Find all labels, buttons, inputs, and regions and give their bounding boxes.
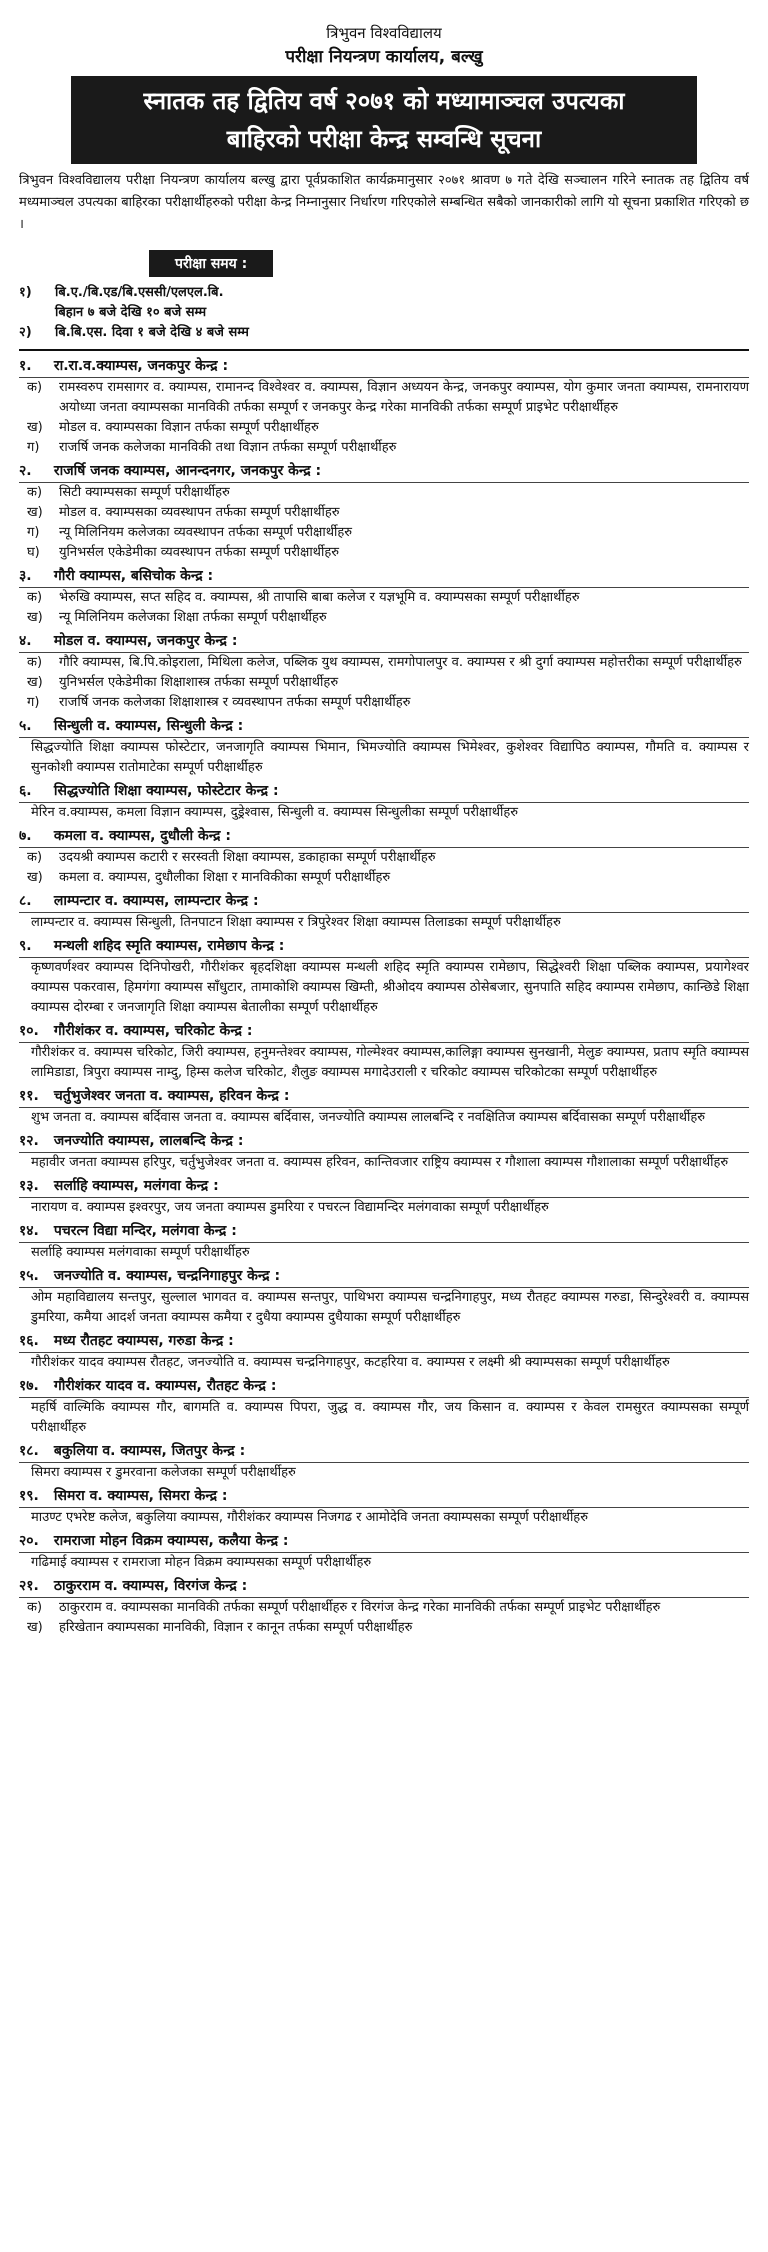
time-row [19,283,749,323]
item-label: ख) [27,870,43,885]
section-item [19,868,749,888]
section-item [19,673,749,693]
section-title-text: गौरी क्याम्पस, बसिचोक केन्द्र : [53,568,214,584]
item-label: ख) [27,610,43,625]
intro-paragraph: त्रिभुवन विश्वविद्यालय परीक्षा नियन्त्रण कार्यालय बल्खु द्वारा पूर्वप्रकाशित कार्यक्रमानुसार २०७१ श्रावण ७ गते देखि सञ्चालन गरिने स्नातक तह द्वितिय वर्ष मध्यमाञ्चल उपत्यका बाहिरका परीक्षार्थीहरुको परीक्षा केन्द्र निम्नानुसार निर्धारण गरिएकोले सम्बन्धित सबैको जानकारीको लागि यो सूचना प्रकाशित गरिएको छ । [19,173,749,232]
section-item [19,503,749,523]
exam-center-section [19,1575,749,1638]
section-title [19,460,749,483]
section-number: १९. [19,1488,39,1504]
section-number: २०. [19,1533,39,1549]
section-title-text: जनज्योति क्याम्पस, लालबन्दि केन्द्र : [53,1133,244,1149]
office-name: परीक्षा नियन्त्रण कार्यालय, बल्खु [285,47,483,67]
section-title [19,1530,749,1553]
time-row [19,323,749,343]
section-title-text: जनज्योति व. क्याम्पस, चन्द्रनिगाहपुर केन्द्र : [53,1268,281,1284]
time-row-line: बि.बि.एस. दिवा १ बजे देखि ४ बजे सम्म [55,325,249,340]
section-title-text: गौरीशंकर यादव व. क्याम्पस, रौतहट केन्द्र : [53,1378,277,1394]
section-title [19,1020,749,1043]
section-item [19,378,749,418]
exam-center-section [19,1265,749,1328]
exam-center-section [19,1085,749,1128]
section-number: २. [19,463,32,479]
exam-center-section [19,355,749,458]
section-item [19,1618,749,1638]
exam-center-section [19,1130,749,1173]
section-item [19,523,749,543]
section-title-text: पचरत्न विद्या मन्दिर, मलंगवा केन्द्र : [53,1223,237,1239]
notice-page [19,0,749,1638]
section-title [19,825,749,848]
university-name: त्रिभुवन विश्वविद्यालय [326,24,442,42]
item-text: हरिखेतान क्याम्पसका मानविकी, विज्ञान र कानून तर्फका सम्पूर्ण परीक्षार्थीहरु [59,1620,413,1635]
section-number: ९. [19,938,32,954]
section-number: ५. [19,718,32,734]
item-text: युनिभर्सल एकेडेमीका शिक्षाशास्त्र तर्फका सम्पूर्ण परीक्षार्थीहरु [59,675,339,690]
section-title [19,1085,749,1108]
section-paragraph: सिमरा क्याम्पस र डुमरवाना कलेजका सम्पूर्ण परीक्षार्थीहरु [31,1465,296,1480]
section-title [19,1330,749,1353]
section-title-text: ठाकुरराम व. क्याम्पस, विरगंज केन्द्र : [53,1578,248,1594]
section-title-text: सिन्धुली व. क्याम्पस, सिन्धुली केन्द्र : [53,718,244,734]
section-item [19,418,749,438]
item-text: उदयश्री क्याम्पस कटारी र सरस्वती शिक्षा क्याम्पस, डकाहाका सम्पूर्ण परीक्षार्थीहरु [59,850,436,865]
section-title-text: मोडल व. क्याम्पस, जनकपुर केन्द्र : [53,633,238,649]
section-item [19,848,749,868]
item-label: ग) [27,440,40,455]
item-text: न्यू मिलिनियम कलेजका व्यवस्थापन तर्फका सम्पूर्ण परीक्षार्थीहरु [59,525,353,540]
item-label: क) [27,850,43,865]
section-title [19,1485,749,1508]
section-item [19,1598,749,1618]
section-paragraph: महावीर जनता क्याम्पस हरिपुर, चर्तुभुजेश्वर जनता व. क्याम्पस हरिवन, कान्तिवजार राष्ट्रिय क्याम्पस र गौशाला क्याम्पस गौशालाका सम्पूर्ण परीक्षार्थीहरु [31,1155,729,1170]
item-text: युनिभर्सल एकेडेमीका व्यवस्थापन तर्फका सम्पूर्ण परीक्षार्थीहरु [59,545,340,560]
section-title [19,1440,749,1463]
banner-line-1: स्नातक तह द्वितिय वर्ष २०७१ को मध्यामाञ्चल उपत्यका [143,87,625,115]
section-paragraph: सर्लाहि क्याम्पस मलंगवाका सम्पूर्ण परीक्षार्थीहरु [31,1245,250,1260]
exam-center-section [19,565,749,628]
item-label: क) [27,380,43,395]
section-paragraph: गौरीशंकर व. क्याम्पस चरिकोट, जिरी क्याम्पस, हनुमन्तेश्वर क्याम्पस, गोल्मेश्वर क्याम्पस,कालिङ्गा क्याम्पस सुनखानी, मेलुङ क्याम्पस, प्रताप स्मृति क्याम्पस लामिडाडा, त्रिपुरा क्याम्पस नाम्दु, हिम्स कलेज चरिकोट, शैलुङ क्याम्पस मगादेउराली र चरिकोट क्याम्पस चरिकोटका सम्पूर्ण परीक्षार्थीहरु [31,1045,749,1080]
section-paragraph: नारायण व. क्याम्पस इश्वरपुर, जय जनता क्याम्पस डुमरिया र पचरत्न विद्यामन्दिर मलंगवाका सम्पूर्ण परीक्षार्थीहरु [31,1200,549,1215]
section-number: ८. [19,893,32,909]
item-text: गौरि क्याम्पस, बि.पि.कोइराला, मिथिला कलेज, पब्लिक युथ क्याम्पस, रामगोपालपुर व. क्याम्पस र श्री दुर्गा क्याम्पस महोत्तरीका सम्पूर्ण परीक्षार्थीहरु [59,655,742,670]
item-text: रामस्वरुप रामसागर व. क्याम्पस, रामानन्द विश्वेश्वर व. क्याम्पस, विज्ञान अध्ययन केन्द्र, जनकपुर क्याम्पस, योग कुमार जनता क्याम्पस, रामनारायण अयोध्या जनता क्याम्पसका मानविकी तर्फका सम्पूर्ण र जनकपुर केन्द्र गरेका मानविकी तर्फका सम्पूर्ण प्राइभेट परीक्षार्थीहरु [59,380,749,415]
exam-center-section [19,935,749,1018]
exam-center-section [19,825,749,888]
center-list [19,355,749,1638]
section-title [19,1375,749,1398]
divider [19,349,749,351]
section-title [19,565,749,588]
section-paragraph: मेरिन व.क्याम्पस, कमला विज्ञान क्याम्पस, दुड्रेश्वास, सिन्धुली व. क्याम्पस सिन्धुलीका सम्पूर्ण परीक्षार्थीहरु [31,805,519,820]
exam-center-section [19,1530,749,1573]
section-title [19,715,749,738]
section-item [19,693,749,713]
exam-center-section [19,630,749,713]
section-title-text: लाम्पन्टार व. क्याम्पस, लाम्पन्टार केन्द्र : [53,893,259,909]
section-title [19,780,749,803]
section-item [19,483,749,503]
item-label: ग) [27,695,40,710]
section-title [19,630,749,653]
item-label: ख) [27,1620,43,1635]
section-number: १. [19,358,32,374]
exam-time-list [19,283,749,343]
section-number: १६. [19,1333,39,1349]
section-paragraph: माउण्ट एभरेष्ट कलेज, बकुलिया क्याम्पस, गौरीशंकर क्याम्पस निजगढ र आमोदेवि जनता क्याम्पसका सम्पूर्ण परीक्षार्थीहरु [31,1510,588,1525]
section-title-text: सिद्धज्योति शिक्षा क्याम्पस, फोस्टेटार केन्द्र : [53,783,279,799]
section-number: १४. [19,1223,39,1239]
item-text: सिटी क्याम्पसका सम्पूर्ण परीक्षार्थीहरु [59,485,230,500]
exam-center-section [19,1375,749,1438]
section-title [19,1265,749,1288]
section-number: ६. [19,783,32,799]
notice-banner [71,76,697,164]
section-title-text: कमला व. क्याम्पस, दुधौली केन्द्र : [53,828,231,844]
section-title-text: बकुलिया व. क्याम्पस, जितपुर केन्द्र : [53,1443,246,1459]
section-title-text: गौरीशंकर व. क्याम्पस, चरिकोट केन्द्र : [53,1023,253,1039]
section-title [19,935,749,958]
section-paragraph: लाम्पन्टार व. क्याम्पस सिन्धुली, तिनपाटन शिक्षा क्याम्पस र त्रिपुरेश्वर शिक्षा क्याम्पस तिलाडका सम्पूर्ण परीक्षार्थीहरु [31,915,561,930]
item-label: ग) [27,525,40,540]
section-title [19,1220,749,1243]
section-number: २१. [19,1578,39,1594]
section-item [19,608,749,628]
section-number: १०. [19,1023,39,1039]
time-row-number: २) [19,325,32,340]
section-paragraph: गढिमाई क्याम्पस र रामराजा मोहन विक्रम क्याम्पसका सम्पूर्ण परीक्षार्थीहरु [31,1555,372,1570]
section-title-text: सिमरा व. क्याम्पस, सिमरा केन्द्र : [53,1488,228,1504]
item-text: राजर्षि जनक कलेजका मानविकी तथा विज्ञान तर्फका सम्पूर्ण परीक्षार्थीहरु [59,440,397,455]
section-paragraph: शुभ जनता व. क्याम्पस बर्दिवास जनता व. क्याम्पस बर्दिवास, जनज्योति क्याम्पस लालबन्दि र नवक्षितिज क्याम्पस बर्दिवासका सम्पूर्ण परीक्षार्थीहरु [31,1110,706,1125]
notice-header [19,22,749,164]
item-label: क) [27,655,43,670]
exam-center-section [19,460,749,563]
time-row-number: १) [19,285,32,300]
section-paragraph: ओम महाविद्यालय सन्तपुर, सुल्लाल भागवत व. क्याम्पस सन्तपुर, पाथिभरा क्याम्पस चन्द्रनिगाहपुर, मध्य रौतहट क्याम्पस गरुडा, सिन्दुरेश्वरी व. क्याम्पस डुमरिया, कमैया आदर्श जनता क्याम्पस कमैया र दुधैया क्याम्पस दुधैयाका सम्पूर्ण परीक्षार्थीहरु [31,1290,749,1325]
item-text: भेरुखि क्याम्पस, सप्त सहिद व. क्याम्पस, श्री तापासि बाबा कलेज र यज्ञभूमि व. क्याम्पसका सम्पूर्ण परीक्षार्थीहरु [59,590,580,605]
section-number: १७. [19,1378,39,1394]
item-label: क) [27,590,43,605]
exam-center-section [19,780,749,823]
exam-center-section [19,1485,749,1528]
section-number: १५. [19,1268,39,1284]
exam-center-section [19,1220,749,1263]
item-label: ख) [27,505,43,520]
section-title-text: मध्य रौतहट क्याम्पस, गरुडा केन्द्र : [53,1333,234,1349]
item-label: ख) [27,420,43,435]
section-number: १२. [19,1133,39,1149]
item-text: मोडल व. क्याम्पसका विज्ञान तर्फका सम्पूर्ण परीक्षार्थीहरु [59,420,319,435]
section-title-text: सर्लाहि क्याम्पस, मलंगवा केन्द्र : [53,1178,219,1194]
section-title [19,1130,749,1153]
section-paragraph: गौरीशंकर यादव क्याम्पस रौतहट, जनज्योति व. क्याम्पस चन्द्रनिगाहपुर, कटहरिया व. क्याम्पस र लक्ष्मी श्री क्याम्पसका सम्पूर्ण परीक्षार्थीहरु [31,1355,670,1370]
section-number: ३. [19,568,32,584]
section-title-text: राजर्षि जनक क्याम्पस, आनन्दनगर, जनकपुर केन्द्र : [53,463,322,479]
section-title-text: चर्तुभुजेश्वर जनता व. क्याम्पस, हरिवन केन्द्र : [53,1088,290,1104]
section-title [19,355,749,378]
exam-center-section [19,1330,749,1373]
section-title [19,1175,749,1198]
exam-center-section [19,890,749,933]
section-number: १३. [19,1178,39,1194]
exam-center-section [19,1020,749,1083]
item-label: क) [27,1600,43,1615]
item-label: ख) [27,675,43,690]
item-label: क) [27,485,43,500]
section-title [19,1575,749,1598]
section-number: ४. [19,633,32,649]
exam-center-section [19,715,749,778]
section-title [19,890,749,913]
section-paragraph: सिद्धज्योति शिक्षा क्याम्पस फोस्टेटार, जनजागृति क्याम्पस भिमान, भिमज्योति क्याम्पस भिमेश्वर, कुशेश्वर विद्यापिठ क्याम्पस, गौमति व. क्याम्पस र सुनकोशी क्याम्पस रातोमाटेका सम्पूर्ण परीक्षार्थीहरु [31,740,749,775]
section-paragraph: महर्षि वाल्मिकि क्याम्पस गौर, बागमति व. क्याम्पस पिपरा, जुद्ध व. क्याम्पस गौर, जय किसान व. क्याम्पस र केवल रामसुरत क्याम्पसका सम्पूर्ण परीक्षार्थीहरु [31,1400,749,1435]
exam-time-label: परीक्षा समय : [149,250,273,277]
section-paragraph: कृष्णवर्णश्वर क्याम्पस दिनिपोखरी, गौरीशंकर बृहदशिक्षा क्याम्पस मन्थली शहिद स्मृति क्याम्पस रामेछाप, सिद्धेश्वरी शिक्षा पब्लिक क्याम्पस, प्रयागेश्वर क्याम्पस पकरवास, हिमगंगा क्याम्पस साँधुटार, तामाकोशि क्याम्पस खिम्ती, श्रीओदय क्याम्पस ठोसेबजार, सुनपाति सहिद क्याम्पस रामेछाप, कान्छिडे शिक्षा क्याम्पस दोरम्बा र जनजागृति शिक्षा क्याम्पस बेतालीका सम्पूर्ण परीक्षार्थीहरु [31,960,749,1015]
banner-line-2: बाहिरको परीक्षा केन्द्र सम्वन्धि सूचना [226,125,542,153]
time-row-line: बि.ए./बि.एड/बि.एससी/एलएल.बि. [55,285,224,300]
exam-center-section [19,1175,749,1218]
section-item [19,438,749,458]
section-title-text: रा.रा.व.क्याम्पस, जनकपुर केन्द्र : [53,358,229,374]
item-text: राजर्षि जनक कलेजका शिक्षाशास्त्र र व्यवस्थापन तर्फका सम्पूर्ण परीक्षार्थीहरु [59,695,411,710]
item-text: ठाकुरराम व. क्याम्पसका मानविकी तर्फका सम्पूर्ण परीक्षार्थीहरु र विरगंज केन्द्र गरेका मानविकी तर्फका सम्पूर्ण प्राइभेट परीक्षार्थीहरु [59,1600,661,1615]
section-title-text: मन्थली शहिद स्मृति क्याम्पस, रामेछाप केन्द्र : [53,938,285,954]
section-item [19,653,749,673]
item-text: न्यू मिलिनियम कलेजका शिक्षा तर्फका सम्पूर्ण परीक्षार्थीहरु [59,610,327,625]
exam-center-section [19,1440,749,1483]
section-title-text: रामराजा मोहन विक्रम क्याम्पस, कलैया केन्द्र : [53,1533,289,1549]
item-text: मोडल व. क्याम्पसका व्यवस्थापन तर्फका सम्पूर्ण परीक्षार्थीहरु [59,505,340,520]
section-number: ७. [19,828,32,844]
section-item [19,543,749,563]
item-text: कमला व. क्याम्पस, दुधौलीका शिक्षा र मानविकीका सम्पूर्ण परीक्षार्थीहरु [59,870,391,885]
section-item [19,588,749,608]
section-number: ११. [19,1088,39,1104]
item-label: घ) [27,545,40,560]
section-number: १८. [19,1443,39,1459]
time-row-line: बिहान ७ बजे देखि १० बजे सम्म [55,305,207,320]
